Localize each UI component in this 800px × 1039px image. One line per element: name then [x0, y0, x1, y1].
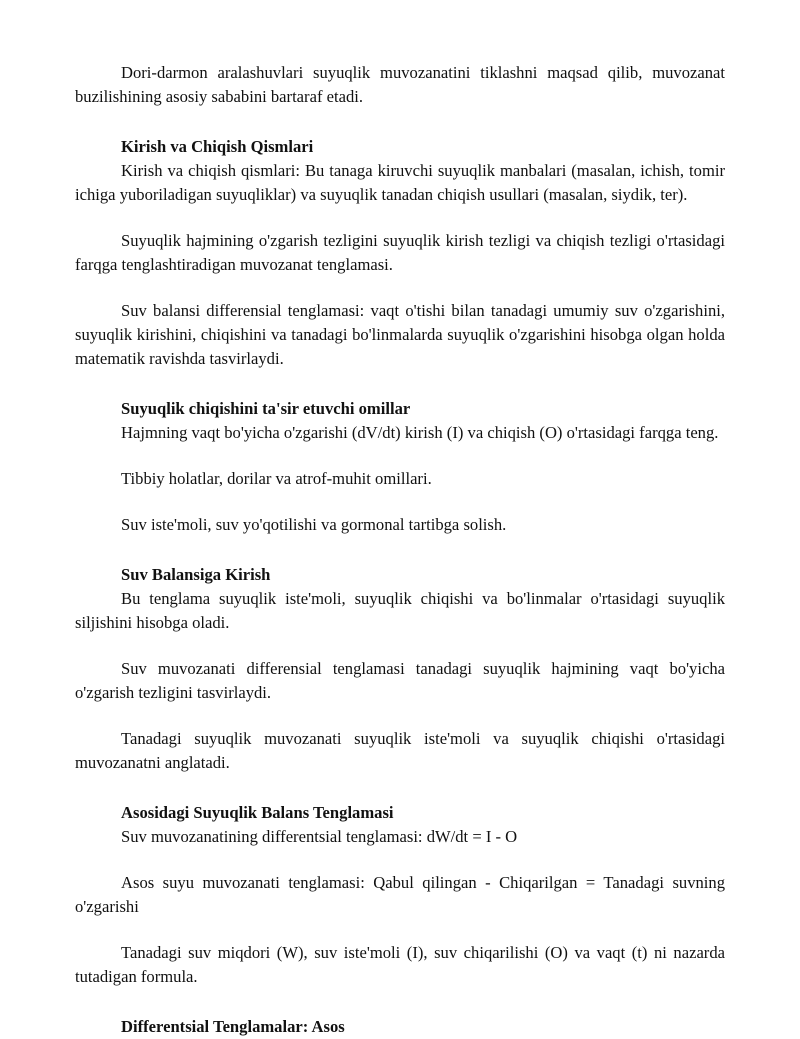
paragraph: Suv balansi differensial tenglamasi: vaqt o'tishi bilan tanadagi umumiy suv o'zgarishini, suyuqlik kirishini, chiqishini va tanadagi bo'linmalarda suyuqlik o'zgarishini hisobga olgan holda matematik ravishda tasvirlaydi.: [75, 301, 725, 368]
paragraph: Tibbiy holatlar, dorilar va atrof-muhit omillari.: [121, 469, 432, 488]
paragraph: Hajmning vaqt bo'yicha o'zgarishi (dV/dt) kirish (I) va chiqish (O) o'rtasidagi farqga teng.: [121, 423, 719, 442]
paragraph: Tanadagi suv miqdori (W), suv iste'moli (I), suv chiqarilishi (O) va vaqt (t) ni nazarda tutadigan formula.: [75, 943, 725, 986]
paragraph: Asos suyu muvozanati tenglamasi: Qabul qilingan - Chiqarilgan = Tanadagi suvning o'zgarishi: [75, 873, 725, 916]
paragraph: Bu tenglama suyuqlik iste'moli, suyuqlik chiqishi va bo'linmalar o'rtasidagi suyuqlik siljishini hisobga oladi.: [75, 589, 725, 632]
paragraph: Suv muvozanatining differentsial tenglamasi: dW/dt = I - O: [121, 827, 518, 846]
paragraph: Kirish va chiqish qismlari: Bu tanaga kiruvchi suyuqlik manbalari (masalan, ichish, tomir ichiga yuboriladigan suyuqliklar) va suyuqlik tanadan chiqish usullari (masalan, siydik, ter).: [75, 161, 725, 204]
paragraph: Suyuqlik hajmining o'zgarish tezligini suyuqlik kirish tezligi va chiqish tezligi o'rtasidagi farqga tenglashtiradigan muvozanat tenglamasi.: [75, 231, 725, 274]
section-heading: Asosidagi Suyuqlik Balans Tenglamasi: [121, 803, 394, 822]
section-heading: Kirish va Chiqish Qismlari: [121, 137, 314, 156]
paragraph: Suv muvozanati differensial tenglamasi tanadagi suyuqlik hajmining vaqt bo'yicha o'zgarish tezligini tasvirlaydi.: [75, 659, 725, 702]
section-heading: Suyuqlik chiqishini ta'sir etuvchi omillar: [121, 399, 411, 418]
paragraph: Dori-darmon aralashuvlari suyuqlik muvozanatini tiklashni maqsad qilib, muvozanat buzilishining asosiy sababini bartaraf etadi.: [75, 63, 725, 106]
document-body: [75, 61, 725, 1039]
section-heading: Suv Balansiga Kirish: [121, 565, 271, 584]
section-heading: Differentsial Tenglamalar: Asos: [121, 1017, 345, 1036]
paragraph: Suv iste'moli, suv yo'qotilishi va gormonal tartibga solish.: [121, 515, 507, 534]
paragraph: Tanadagi suyuqlik muvozanati suyuqlik iste'moli va suyuqlik chiqishi o'rtasidagi muvozanatni anglatadi.: [75, 729, 725, 772]
